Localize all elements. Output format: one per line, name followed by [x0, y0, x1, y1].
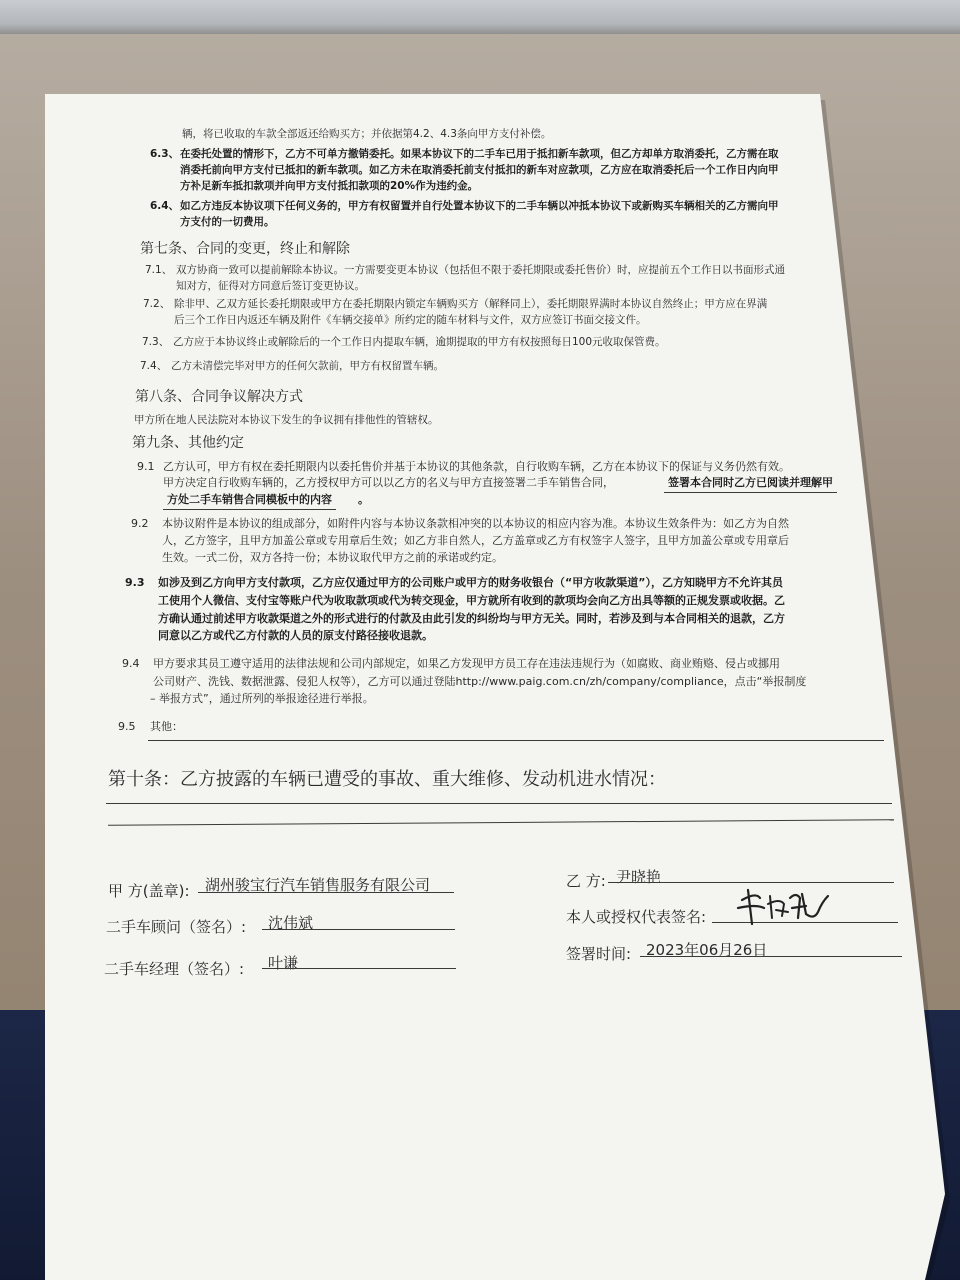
party-a-name: 湖州骏宝行汽车销售服务有限公司 [205, 876, 431, 894]
clause-9-1-number: 9.1 [137, 460, 155, 473]
article-7-title: 第七条、合同的变更，终止和解除 [140, 241, 350, 257]
party-a-label: 甲 方(盖章): [108, 882, 190, 900]
advisor-line [262, 929, 455, 930]
article-10-title: 第十条：乙方披露的车辆已遭受的事故、重大维修、发动机进水情况： [108, 769, 666, 790]
clause-9-4-line: 甲方要求其员工遵守适用的法律法规和公司内部规定，如果乙方发现甲方员工存在违法违规行为（如腐败、商业贿赂、侵占或挪用 [153, 657, 780, 670]
handwritten-signature [728, 884, 832, 930]
representative-label: 本人或授权代表签名: [566, 908, 707, 926]
clause-7-1-line: 知对方，征得对方同意后签订变更协议。 [176, 280, 365, 292]
party-b-line [608, 882, 894, 883]
clause-9-1-line-end: 。 [358, 493, 369, 506]
clause-9-1-emphasis: 方处二手车销售合同模板中的内容 [163, 491, 336, 510]
clause-6-4-number: 6.4、 [150, 200, 180, 212]
clause-9-3-line: 工使用个人微信、支付宝等账户代为收取款项或代为转交现金，甲方就所有收到的款项均会向乙方出具等额的正规发票或收据。乙 [158, 594, 785, 607]
clause-9-1-line: 乙方认可，甲方有权在委托期限内以委托售价并基于本协议的其他条款，自行收购车辆，乙方在本协议下的保证与义务仍然有效。 [163, 460, 790, 473]
clause-9-4-line: – 举报方式”，通过所列的举报途径进行举报。 [150, 692, 374, 705]
clause-6-3-line: 方补足新车抵扣款项并向甲方支付抵扣款项的20%作为违约金。 [180, 180, 479, 192]
sign-date-label: 签署时间: [566, 945, 632, 963]
sign-date-line [640, 956, 902, 957]
clause-9-2-line: 人，乙方签字，且甲方加盖公章或专用章后生效；如乙方非自然人，乙方盖章或乙方有权签字人签字，且甲方加盖公章或专用章后 [162, 534, 789, 547]
clause-9-5-label: 其他： [150, 720, 183, 733]
clause-9-2-number: 9.2 [131, 517, 149, 530]
clause-7-4-number: 7.4、 [140, 360, 168, 372]
clause-9-3-number: 9.3 [125, 576, 145, 589]
clause-7-4-line: 乙方未清偿完毕对甲方的任何欠款前，甲方有权留置车辆。 [171, 360, 444, 372]
party-a-line [198, 892, 454, 893]
clause-9-5-number: 9.5 [118, 720, 136, 733]
clause-9-4-line: 公司财产、洗钱、数据泄露、侵犯人权等），乙方可以通过登陆http://www.paig.com.cn/zh/company/compliance，点击“举报制度 [153, 675, 807, 688]
article-10-blank-line [106, 803, 892, 804]
clause-9-1-emphasis: 签署本合同时乙方已阅读并理解甲 [664, 474, 837, 493]
manager-name: 叶谦 [268, 954, 299, 972]
clause-9-2-line: 生效。一式二份，双方各持一份；本协议取代甲方之前的承诺或约定。 [162, 551, 503, 564]
manager-label: 二手车经理（签名）: [104, 960, 245, 978]
clause-6-3-line: 消委托前向甲方支付已抵扣的新车款项。如乙方未在取消委托前支付抵扣的新车对应款项，乙方应在取消委托后一个工作日内向甲 [180, 164, 779, 176]
article-8-title: 第八条、合同争议解决方式 [135, 389, 303, 405]
clause-9-1-line: 甲方决定自行收购车辆的，乙方授权甲方可以以乙方的名义与甲方直接签署二手车销售合同， [163, 476, 614, 489]
top-continuation-line: 辆，将已收取的车款全部返还给购买方；并依据第4.2、4.3条向甲方支付补偿。 [182, 128, 552, 140]
article-9-title: 第九条、其他约定 [132, 435, 244, 451]
clause-7-3-line: 乙方应于本协议终止或解除后的一个工作日内提取车辆，逾期提取的甲方有权按照每日100元收取保管费。 [173, 336, 666, 348]
party-b-name: 尹晓艳 [616, 868, 662, 886]
clause-7-2-line: 后三个工作日内返还车辆及附件《车辆交接单》所约定的随车材料与文件，双方应签订书面交接文件。 [174, 314, 647, 326]
advisor-label: 二手车顾问（签名）: [106, 918, 247, 936]
clause-7-3-number: 7.3、 [142, 336, 170, 348]
clause-7-1-line: 双方协商一致可以提前解除本协议。一方需要变更本协议（包括但不限于委托期限或委托售价）时，应提前五个工作日以书面形式通 [176, 264, 785, 276]
clause-6-3-number: 6.3、 [150, 148, 180, 160]
clause-9-3-line: 同意以乙方或代乙方付款的人员的原支付路径接收退款。 [158, 629, 433, 642]
advisor-name: 沈伟斌 [268, 914, 314, 932]
sign-date-value: 2023年06月26日 [646, 941, 768, 959]
clause-7-1-number: 7.1、 [145, 264, 173, 276]
clause-7-2-line: 除非甲、乙双方延长委托期限或甲方在委托期限内锁定车辆购买方（解释同上），委托期限界满时本协议自然终止；甲方应在界满 [174, 298, 768, 310]
clause-7-2-number: 7.2、 [143, 298, 171, 310]
clause-9-5-blank-line [148, 740, 884, 741]
clause-9-4-number: 9.4 [122, 657, 140, 670]
clause-6-3-line: 在委托处置的情形下，乙方不可单方撤销委托。如果本协议下的二手车已用于抵扣新车款项，但乙方却单方取消委托，乙方需在取 [180, 148, 779, 160]
clause-6-4-line: 如乙方违反本协议项下任何义务的，甲方有权留置并自行处置本协议下的二手车辆以冲抵本协议下或新购买车辆相关的乙方需向甲 [180, 200, 779, 212]
article-8-text: 甲方所在地人民法院对本协议下发生的争议拥有排他性的管辖权。 [134, 414, 439, 426]
article-10-blank-line [108, 819, 894, 825]
clause-6-4-line: 方支付的一切费用。 [180, 216, 275, 228]
clause-9-3-line: 方确认通过前述甲方收款渠道之外的形式进行的付款及由此引发的纠纷均与甲方无关。同时，若涉及到与本合同相关的退款，乙方 [158, 612, 785, 625]
party-b-label: 乙 方: [566, 872, 606, 890]
manager-line [262, 968, 456, 969]
clause-9-3-line: 如涉及到乙方向甲方支付款项，乙方应仅通过甲方的公司账户或甲方的财务收银台（“甲方收款渠道”），乙方知晓甲方不允许其员 [158, 576, 783, 589]
clause-9-2-line: 本协议附件是本协议的组成部分，如附件内容与本协议条款相冲突的以本协议的相应内容为准。本协议生效条件为：如乙方为自然 [162, 517, 789, 530]
